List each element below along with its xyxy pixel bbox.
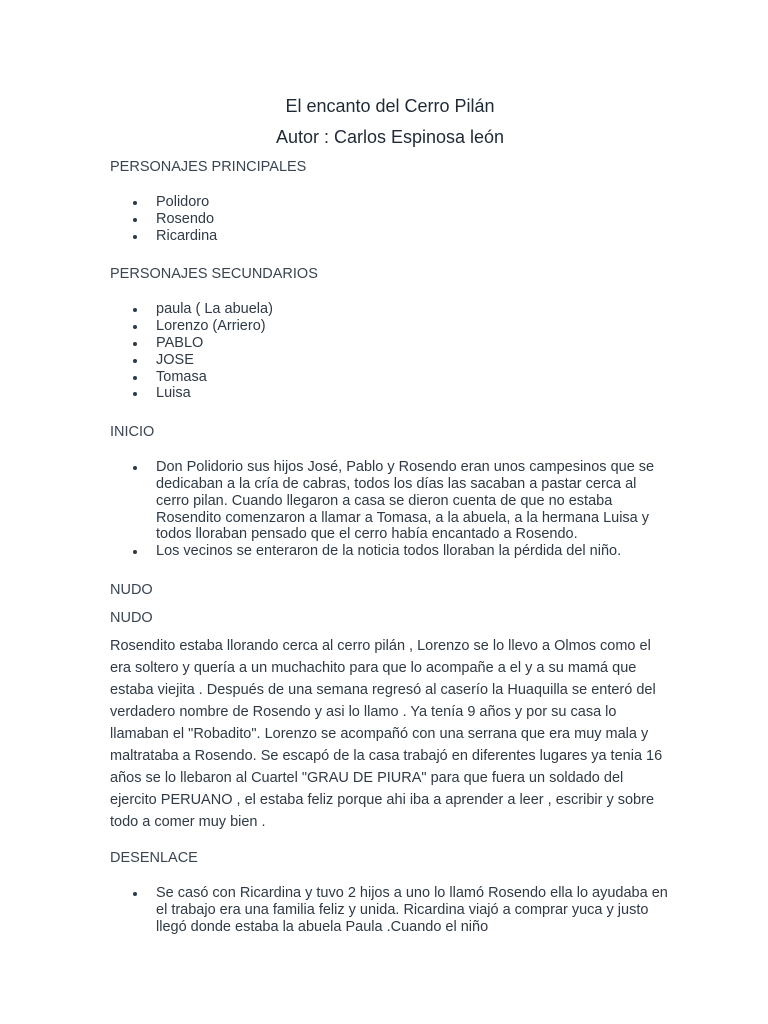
heading-personajes-principales: PERSONAJES PRINCIPALES	[110, 159, 307, 175]
list-item: Lorenzo (Arriero)	[156, 318, 670, 335]
heading-personajes-secundarios: PERSONAJES SECUNDARIOS	[110, 266, 318, 283]
list-desenlace	[110, 885, 670, 935]
list-item: Luisa	[156, 385, 670, 402]
heading-nudo-repeat: NUDO	[110, 609, 153, 626]
list-item: Ricardina	[156, 228, 670, 245]
document-title: El encanto del Cerro Pilán	[285, 96, 495, 116]
heading-desenlace: DESENLACE	[110, 849, 198, 866]
list-item: PABLO	[156, 335, 670, 352]
heading-nudo: NUDO	[110, 581, 153, 598]
list-item: JOSE	[156, 352, 670, 369]
list-item: Tomasa	[156, 369, 670, 386]
list-personajes-principales	[110, 194, 670, 244]
document-author: Autor : Carlos Espinosa león	[275, 127, 505, 147]
list-item: Los vecinos se enteraron de la noticia todos lloraban la pérdida del niño.	[156, 543, 670, 560]
nudo-paragraph: Rosendito estaba llorando cerca al cerro pilán , Lorenzo se lo llevo a Olmos como el era soltero y quería a un muchachito para que lo acompañe a el y a su mamá que estaba viejita . Después de una semana regresó al caserío la Huaquilla se enteró del verdadero nombre de Rosendo y asi lo llamo . Ya tenía 9 años y por su casa lo llamaban el "Robadito". Lorenzo se acompañó con una serrana que era muy mala y maltrataba a Rosendo. Se escapó de la casa trabajó en diferentes lugares ya tenia 16 años se lo llebaron al Cuartel "GRAU DE PIURA" para que fuera un soldado del ejercito PERUANO , el estaba feliz porque ahi iba a aprender a leer , escribir y sobre todo a comer muy bien .	[110, 637, 663, 830]
list-item: Don Polidorio sus hijos José, Pablo y Rosendo eran unos campesinos que se dedicaban a la cría de cabras, todos los días las sacaban a pastar cerca al cerro pilan. Cuando llegaron a casa se dieron cuenta de que no estaba Rosendito comenzaron a llamar a Tomasa, a la abuela, a la hermana Luisa y todos lloraban pensado que el cerro había encantado a Rosendo.	[156, 459, 670, 543]
list-item: paula ( La abuela)	[156, 301, 670, 318]
document-page	[110, 90, 670, 935]
list-inicio	[110, 459, 670, 560]
heading-inicio: INICIO	[110, 424, 155, 441]
list-item: Se casó con Ricardina y tuvo 2 hijos a uno lo llamó Rosendo ella lo ayudaba en el trabajo era una familia feliz y unida. Ricardina viajó a comprar yuca y justo llegó donde estaba la abuela Paula .Cuando el niño	[156, 885, 670, 935]
list-item: Polidoro	[156, 194, 670, 211]
list-personajes-secundarios	[110, 301, 670, 402]
list-item: Rosendo	[156, 211, 670, 228]
